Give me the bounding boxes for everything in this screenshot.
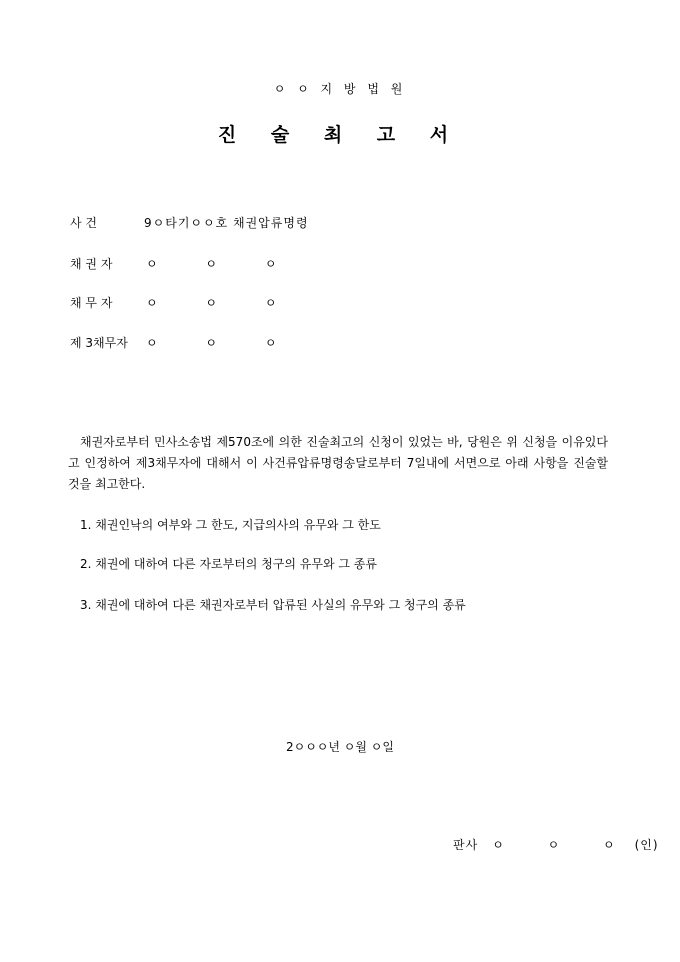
case-value: 9ㅇ타기ㅇㅇ호 채권압류명령 xyxy=(144,216,309,230)
third-debtor-label: 제 3채무자 xyxy=(70,336,128,350)
judge-name: ㅇ ㅇ ㅇ xyxy=(492,838,635,852)
document-title: 진 술 최 고 서 xyxy=(217,124,463,146)
debtor-label: 채 무 자 xyxy=(70,296,113,310)
document-date: 2ㅇㅇㅇ년 ㅇ월 ㅇ일 xyxy=(285,740,394,754)
third-debtor-value: ㅇ ㅇ ㅇ xyxy=(146,336,299,350)
list-item-3: 3. 채권에 대하여 다른 채권자로부터 압류된 사실의 유무와 그 청구의 종류 xyxy=(80,598,466,612)
judge-label: 판사 xyxy=(453,838,479,852)
case-label: 사 건 xyxy=(70,216,97,230)
court-name: ㅇ ㅇ 지 방 법 원 xyxy=(273,82,407,96)
list-item-2: 2. 채권에 대하여 다른 자로부터의 청구의 유무와 그 종류 xyxy=(80,557,377,571)
judge-signature xyxy=(453,836,659,853)
debtor-value: ㅇ ㅇ ㅇ xyxy=(146,296,299,310)
creditor-value: ㅇ ㅇ ㅇ xyxy=(146,257,299,271)
body-paragraph: 채권자로부터 민사소송법 제570조에 의한 진술최고의 신청이 있었는 바, 당원은 위 신청을 이유있다고 인정하여 제3채무자에 대해서 이 사건류압류명령송달로부터 7일내에 서면으로 아래 사항을 진술할 것을 최고한다. xyxy=(68,435,608,491)
seal-mark: (인) xyxy=(634,838,659,852)
list-item-1: 1. 채권인낙의 여부와 그 한도, 지급의사의 유무와 그 한도 xyxy=(80,518,381,532)
creditor-label: 채 권 자 xyxy=(70,257,113,271)
